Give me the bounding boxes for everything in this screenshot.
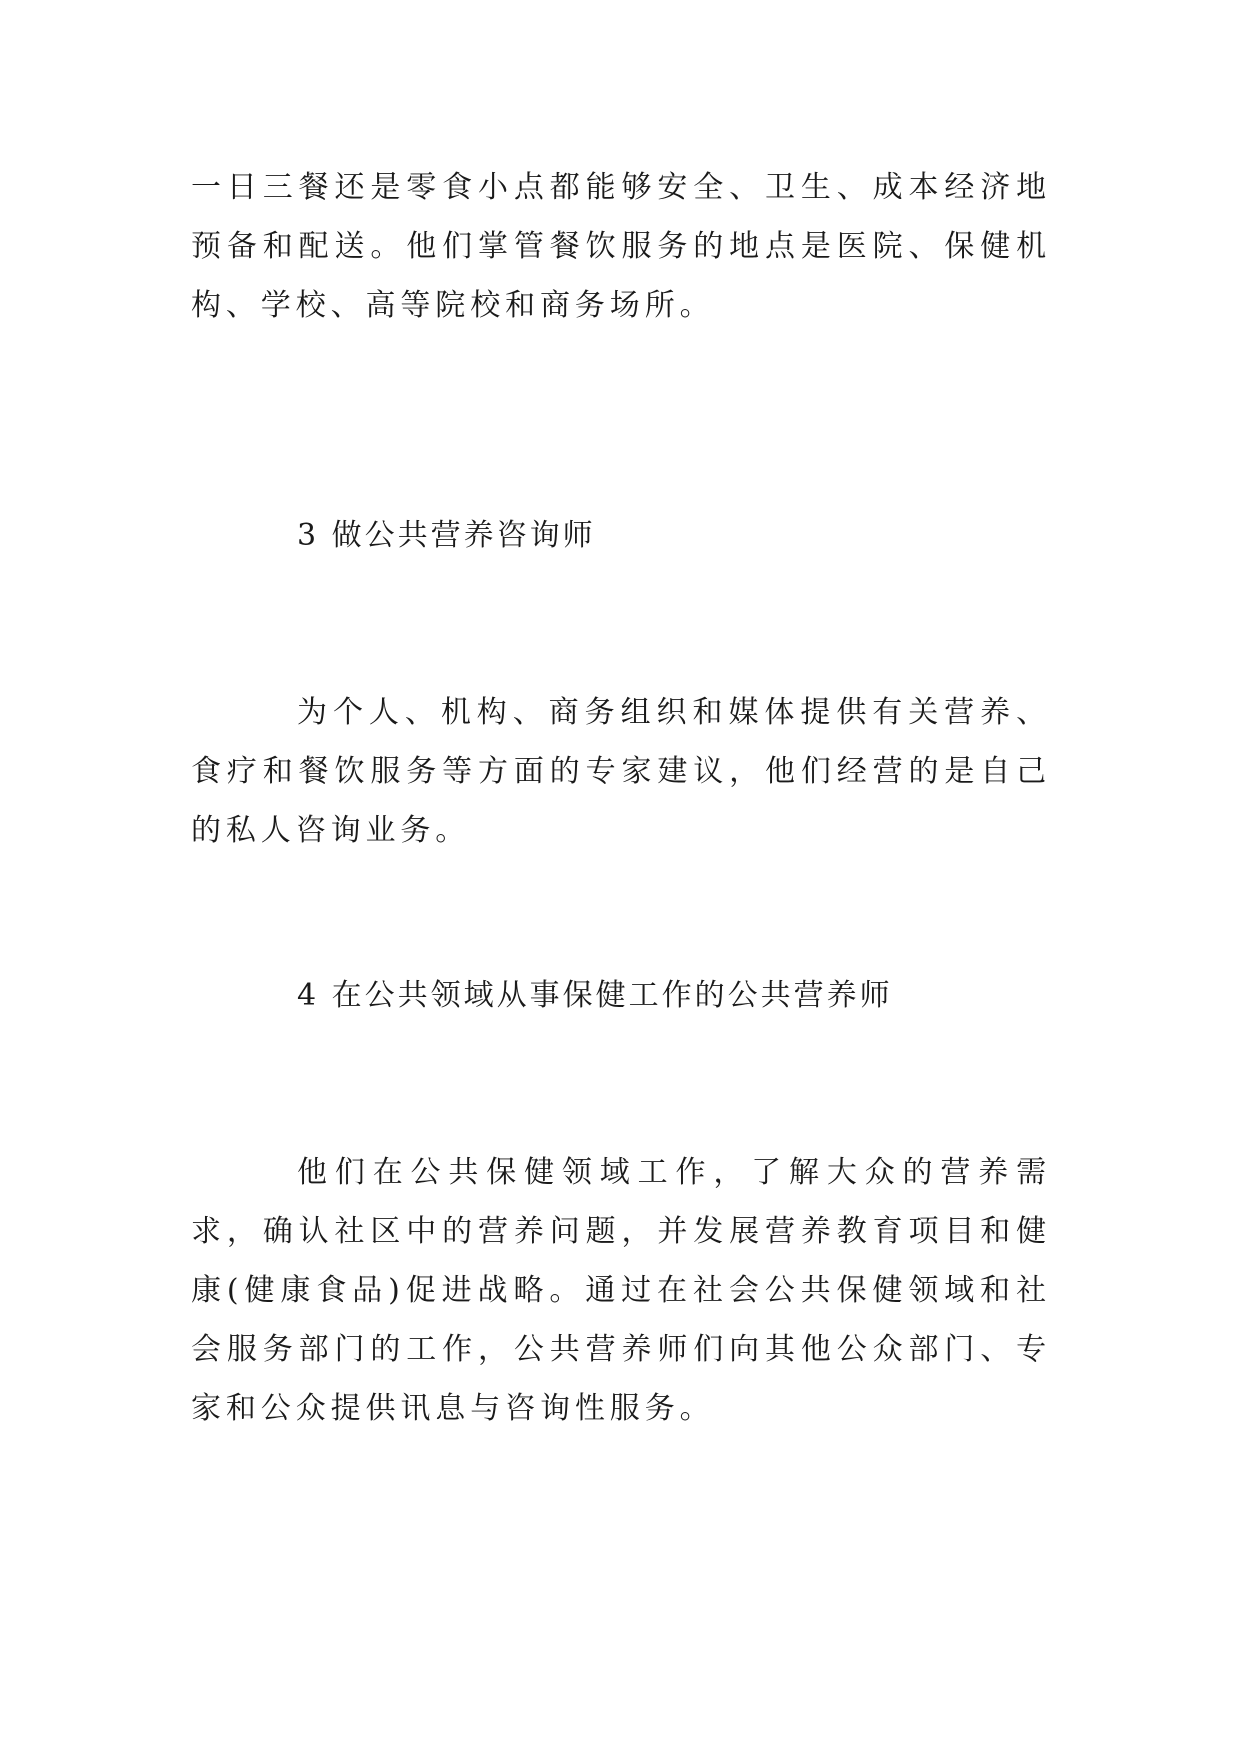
section-heading-3: 3 做公共营养咨询师 (297, 518, 596, 553)
section-heading-4: 4 在公共领域从事保健工作的公共营养师 (297, 978, 893, 1013)
paragraph-consultant: 为个人、机构、商务组织和媒体提供有关营养、食疗和餐饮服务等方面的专家建议，他们经营的是自己的私人咨询业务。 (191, 695, 1051, 848)
paragraph-public-health: 他们在公共保健领域工作，了解大众的营养需求，确认社区中的营养问题，并发展营养教育项目和健康(健康食品)促进战略。通过在社会公共保健领域和社会服务部门的工作，公共营养师们向其他公众部门、专家和公众提供讯息与咨询性服务。 (191, 1155, 1051, 1426)
paragraph-food-service: 一日三餐还是零食小点都能够安全、卫生、成本经济地预备和配送。他们掌管餐饮服务的地点是医院、保健机构、学校、高等院校和商务场所。 (191, 170, 1051, 323)
